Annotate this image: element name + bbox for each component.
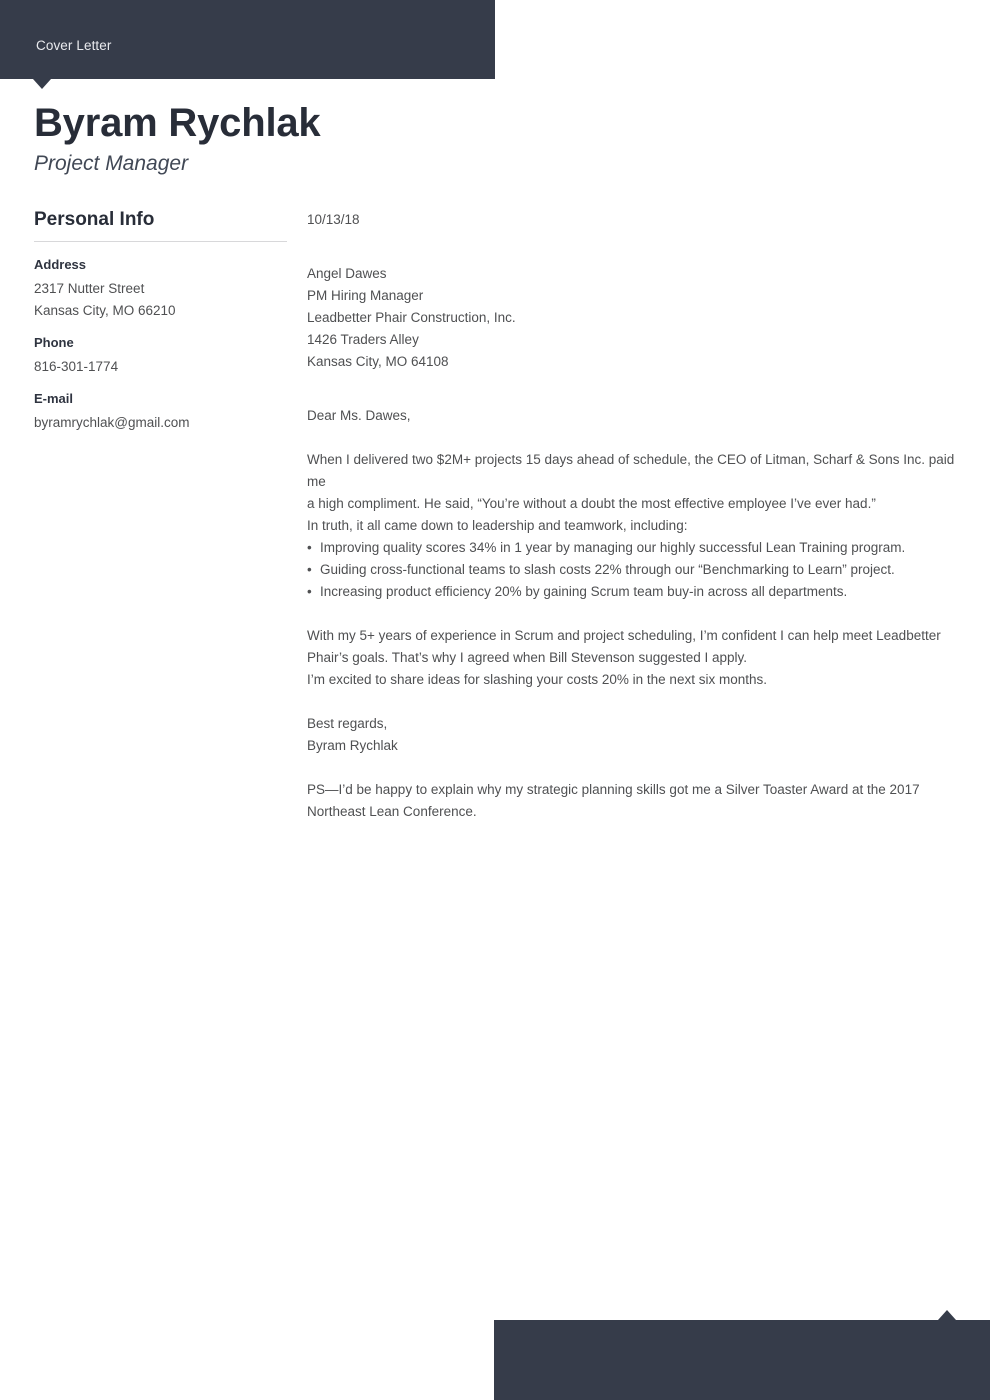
document-type-label: Cover Letter [36, 38, 112, 53]
closing-paragraph-line-2: Phair’s goals. That’s why I agreed when Bill Stevenson suggested I apply. [307, 650, 748, 665]
postscript-line-2: Northeast Lean Conference. [307, 804, 477, 819]
opening-paragraph-line-1: When I delivered two $2M+ projects 15 days ahead of schedule, the CEO of Litman, Scharf & Sons Inc. paid me [307, 452, 955, 489]
page-title: Byram Rychlak [34, 101, 321, 145]
closing-paragraph-line-3: I’m excited to share ideas for slashing your costs 20% in the next six months. [307, 672, 767, 687]
recipient-company: Leadbetter Phair Construction, Inc. [307, 310, 516, 325]
salutation: Dear Ms. Dawes, [307, 408, 411, 423]
info-block-address [34, 256, 287, 322]
recipient-street: 1426 Traders Alley [307, 332, 419, 347]
bottom-bar [494, 1320, 990, 1400]
info-block-phone [34, 334, 287, 378]
job-title: Project Manager [34, 152, 189, 175]
address-line-1: 2317 Nutter Street [34, 281, 145, 296]
opening-paragraph-line-2: a high compliment. He said, “You’re without a doubt the most effective employee I’ve ever had.” [307, 496, 876, 511]
footer-notch-triangle-icon [938, 1310, 956, 1320]
email-address[interactable]: byramrychlak@gmail.com [34, 415, 190, 430]
info-label-phone: Phone [34, 335, 74, 350]
section-divider [34, 241, 287, 242]
list-item: • Guiding cross-functional teams to slash costs 22% through our “Benchmarking to Learn” project. [307, 559, 955, 581]
signoff-salutation: Best regards, [307, 716, 388, 731]
achievements-lead-in: In truth, it all came down to leadership and teamwork, including: [307, 518, 688, 533]
info-label-address: Address [34, 257, 87, 272]
achievements-list [307, 537, 955, 603]
top-banner [0, 0, 495, 79]
postscript-line-1: PS—I’d be happy to explain why my strategic planning skills got me a Silver Toaster Award at the 2017 [307, 782, 920, 797]
signoff-block [307, 713, 955, 757]
info-label-email: E-mail [34, 391, 74, 406]
letter-body [307, 209, 955, 823]
phone-number[interactable]: 816-301-1774 [34, 359, 119, 374]
list-item: • Increasing product efficiency 20% by gaining Scrum team buy-in across all departments. [307, 581, 955, 603]
list-item: • Improving quality scores 34% in 1 year by managing our highly successful Lean Training program. [307, 537, 955, 559]
postscript-block [307, 779, 955, 823]
banner-notch-triangle-icon [33, 79, 51, 89]
closing-paragraph [307, 625, 955, 691]
recipient-city-state-zip: Kansas City, MO 64108 [307, 354, 449, 369]
address-line-2: Kansas City, MO 66210 [34, 303, 176, 318]
personal-info-section [34, 208, 287, 434]
personal-info-heading: Personal Info [34, 209, 155, 230]
signoff-name: Byram Rychlak [307, 738, 398, 753]
recipient-address-block [307, 263, 955, 373]
opening-paragraph [307, 449, 955, 537]
recipient-name: Angel Dawes [307, 266, 387, 281]
letter-date: 10/13/18 [307, 212, 360, 227]
recipient-title: PM Hiring Manager [307, 288, 424, 303]
header-block [34, 99, 634, 177]
closing-paragraph-line-1: With my 5+ years of experience in Scrum and project scheduling, I’m confident I can help meet Leadbetter [307, 628, 941, 643]
info-block-email [34, 390, 287, 434]
